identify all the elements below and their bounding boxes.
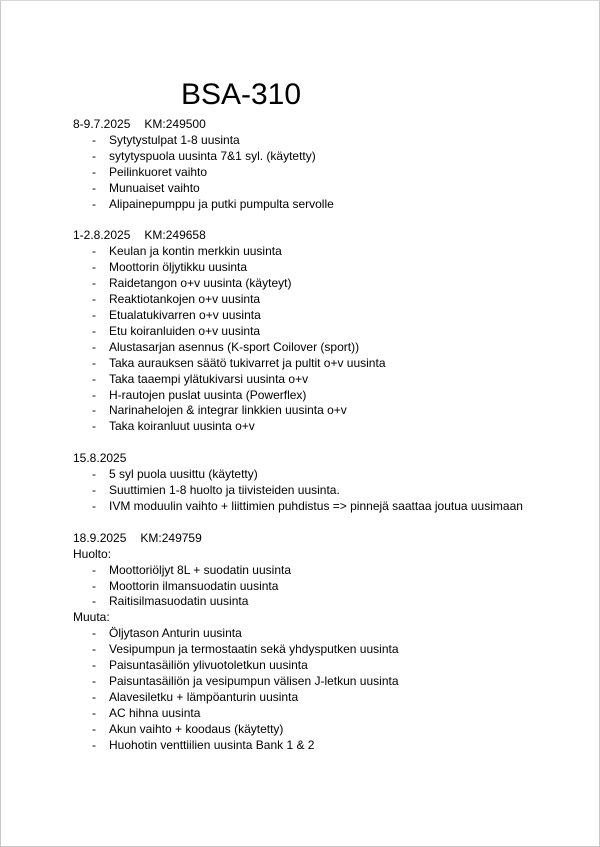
task-item: - Alustasarjan asennus (K-sport Coilover (sport)) bbox=[73, 340, 523, 356]
log-section bbox=[73, 117, 523, 212]
section-date: 15.8.2025 bbox=[73, 451, 127, 466]
task-list bbox=[73, 467, 523, 515]
task-item: - Etualatukivarren o+v uusinta bbox=[73, 308, 523, 324]
log-section bbox=[73, 451, 523, 515]
task-item: - Vesipumpun ja termostaatin sekä yhdysputken uusinta bbox=[73, 642, 523, 658]
section-date: 18.9.2025 bbox=[73, 530, 127, 545]
task-item: - Reaktiotankojen o+v uusinta bbox=[73, 292, 523, 308]
task-item: - Taka aurauksen säätö tukivarret ja pultit o+v uusinta bbox=[73, 356, 523, 372]
task-item: - Sytytystulpat 1-8 uusinta bbox=[73, 133, 523, 149]
task-item: - Taka taaempi ylätukivarsi uusinta o+v bbox=[73, 372, 523, 388]
task-item: - Alavesiletku + lämpöanturin uusinta bbox=[73, 690, 523, 706]
section-mileage: KM:249500 bbox=[144, 117, 206, 131]
task-item: - Keulan ja kontin merkkin uusinta bbox=[73, 244, 523, 260]
task-item: - Akun vaihto + koodaus (käytetty) bbox=[73, 722, 523, 738]
task-list bbox=[73, 563, 523, 611]
task-item: - Raitisilmasuodatin uusinta bbox=[73, 594, 523, 610]
task-item: - Moottorin öljytikku uusinta bbox=[73, 260, 523, 276]
task-item: - H-rautojen puslat uusinta (Powerflex) bbox=[73, 388, 523, 404]
task-item: - Munuaiset vaihto bbox=[73, 181, 523, 197]
task-list bbox=[73, 244, 523, 435]
section-header bbox=[73, 531, 523, 547]
log-section bbox=[73, 531, 523, 754]
task-item: - Raidetangon o+v uusinta (käyteyt) bbox=[73, 276, 523, 292]
group-label: Muuta: bbox=[73, 610, 110, 625]
task-item: - Peilinkuoret vaihto bbox=[73, 165, 523, 181]
task-item: - Suuttimien 1-8 huolto ja tiivisteiden uusinta. bbox=[73, 483, 523, 499]
section-header bbox=[73, 228, 523, 244]
task-item: - Öljytason Anturin uusinta bbox=[73, 626, 523, 642]
task-item: - Etu koiranluiden o+v uusinta bbox=[73, 324, 523, 340]
section-header bbox=[73, 117, 523, 133]
task-item: - Huohotin venttiilien uusinta Bank 1 & 2 bbox=[73, 738, 523, 754]
task-item: - Alipainepumppu ja putki pumpulta servolle bbox=[73, 197, 523, 213]
section-mileage: KM:249759 bbox=[140, 530, 202, 545]
task-item: - IVM moduulin vaihto + liittimien puhdistus => pinnejä saattaa joutua uusimaan bbox=[73, 499, 523, 515]
section-date: 8-9.7.2025 bbox=[73, 117, 131, 131]
section-header bbox=[73, 451, 523, 467]
task-item: - sytytyspuola uusinta 7&1 syl. (käytetty) bbox=[73, 149, 523, 165]
task-item: - Moottorin ilmansuodatin uusinta bbox=[73, 579, 523, 595]
section-date: 1-2.8.2025 bbox=[73, 228, 131, 243]
document-body bbox=[73, 117, 523, 770]
task-list bbox=[73, 626, 523, 753]
task-item: - 5 syl puola uusittu (käytetty) bbox=[73, 467, 523, 483]
task-item: - AC hihna uusinta bbox=[73, 706, 523, 722]
task-item: - Paisuntasäiliön ylivuotoletkun uusinta bbox=[73, 658, 523, 674]
task-item: - Paisuntasäiliön ja vesipumpun välisen J-letkun uusinta bbox=[73, 674, 523, 690]
task-item: - Narinahelojen & integrar linkkien uusinta o+v bbox=[73, 403, 523, 419]
task-item: - Moottoriöljyt 8L + suodatin uusinta bbox=[73, 563, 523, 579]
task-list bbox=[73, 133, 523, 213]
document-title: BSA-310 bbox=[180, 78, 302, 111]
section-mileage: KM:249658 bbox=[144, 228, 206, 243]
task-item: - Taka koiranluut uusinta o+v bbox=[73, 419, 523, 435]
group-label: Huolto: bbox=[73, 546, 112, 561]
log-section bbox=[73, 228, 523, 435]
